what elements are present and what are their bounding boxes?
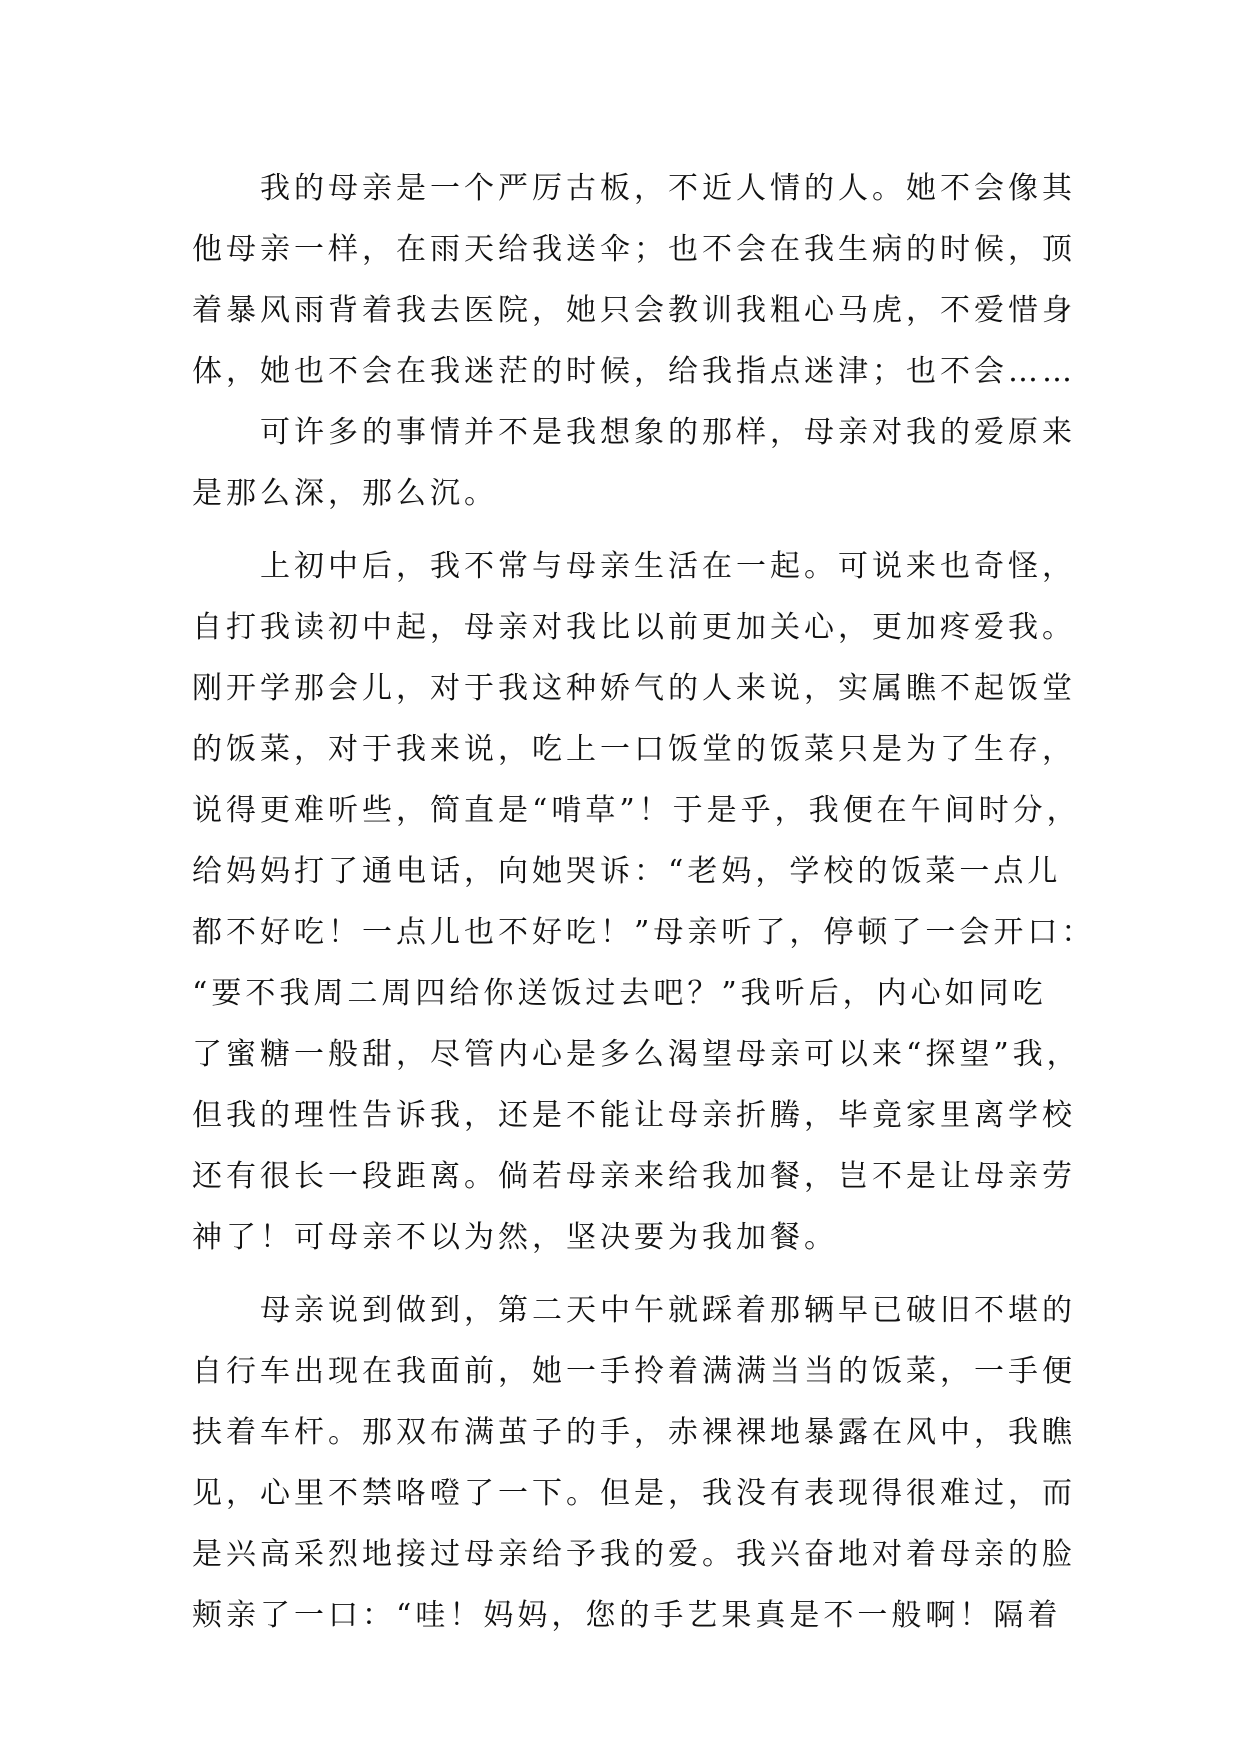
text-line: 了蜜糖一般甜，尽管内心是多么渴望母亲可以来“探望”我， (192, 1037, 1081, 1072)
text-line: 自打我读初中起，母亲对我比以前更加关心，更加疼爱我。 (192, 610, 1076, 645)
text-line: 自行车出现在我面前，她一手拎着满满当当的饭菜，一手便 (192, 1354, 1076, 1389)
document-page (192, 158, 1096, 1646)
text-line: 颊亲了一口：“哇！妈妈，您的手艺果真是不一般啊！隔着 (192, 1598, 1062, 1633)
text-line: 可许多的事情并不是我想象的那样，母亲对我的爱原来 (192, 415, 1076, 450)
text-line: 母亲说到做到，第二天中午就踩着那辆早已破旧不堪的 (192, 1293, 1076, 1328)
text-line: 给妈妈打了通电话，向她哭诉：“老妈，学校的饭菜一点儿 (192, 854, 1062, 889)
text-line: 扶着车杆。那双布满茧子的手，赤裸裸地暴露在风中，我瞧 (192, 1415, 1076, 1450)
text-line: “要不我周二周四给你送饭过去吧？”我听后，内心如同吃 (192, 976, 1047, 1011)
text-line: 着暴风雨背着我去医院，她只会教训我粗心马虎，不爱惜身 (192, 293, 1076, 328)
text-line: 上初中后，我不常与母亲生活在一起。可说来也奇怪， (192, 549, 1076, 584)
paragraph-gap (192, 524, 1078, 536)
text-line: 是兴高采烈地接过母亲给予我的爱。我兴奋地对着母亲的脸 (192, 1537, 1076, 1572)
text-line: 他母亲一样，在雨天给我送伞；也不会在我生病的时候，顶 (192, 232, 1076, 267)
text-line: 我的母亲是一个严厉古板，不近人情的人。她不会像其 (192, 171, 1076, 206)
text-line: 但我的理性告诉我，还是不能让母亲折腾，毕竟家里离学校 (192, 1098, 1076, 1133)
text-line: 的饭菜，对于我来说，吃上一口饭堂的饭菜只是为了生存， (192, 732, 1076, 767)
text-line: 刚开学那会儿，对于我这种娇气的人来说，实属瞧不起饭堂 (192, 671, 1076, 706)
paragraph-gap (192, 1268, 1078, 1280)
text-line: 还有很长一段距离。倘若母亲来给我加餐，岂不是让母亲劳 (192, 1159, 1076, 1194)
text-line: 见，心里不禁咯噔了一下。但是，我没有表现得很难过，而 (192, 1476, 1076, 1511)
text-line: 体，她也不会在我迷茫的时候，给我指点迷津；也不会…… (192, 354, 1076, 389)
text-line: 都不好吃！一点儿也不好吃！”母亲听了，停顿了一会开口： (192, 915, 1096, 950)
text-line: 神了！可母亲不以为然，坚决要为我加餐。 (192, 1220, 838, 1255)
text-line: 是那么深，那么沉。 (192, 476, 498, 511)
text-line: 说得更难听些，简直是“啃草”！于是乎，我便在午间时分， (192, 793, 1081, 828)
